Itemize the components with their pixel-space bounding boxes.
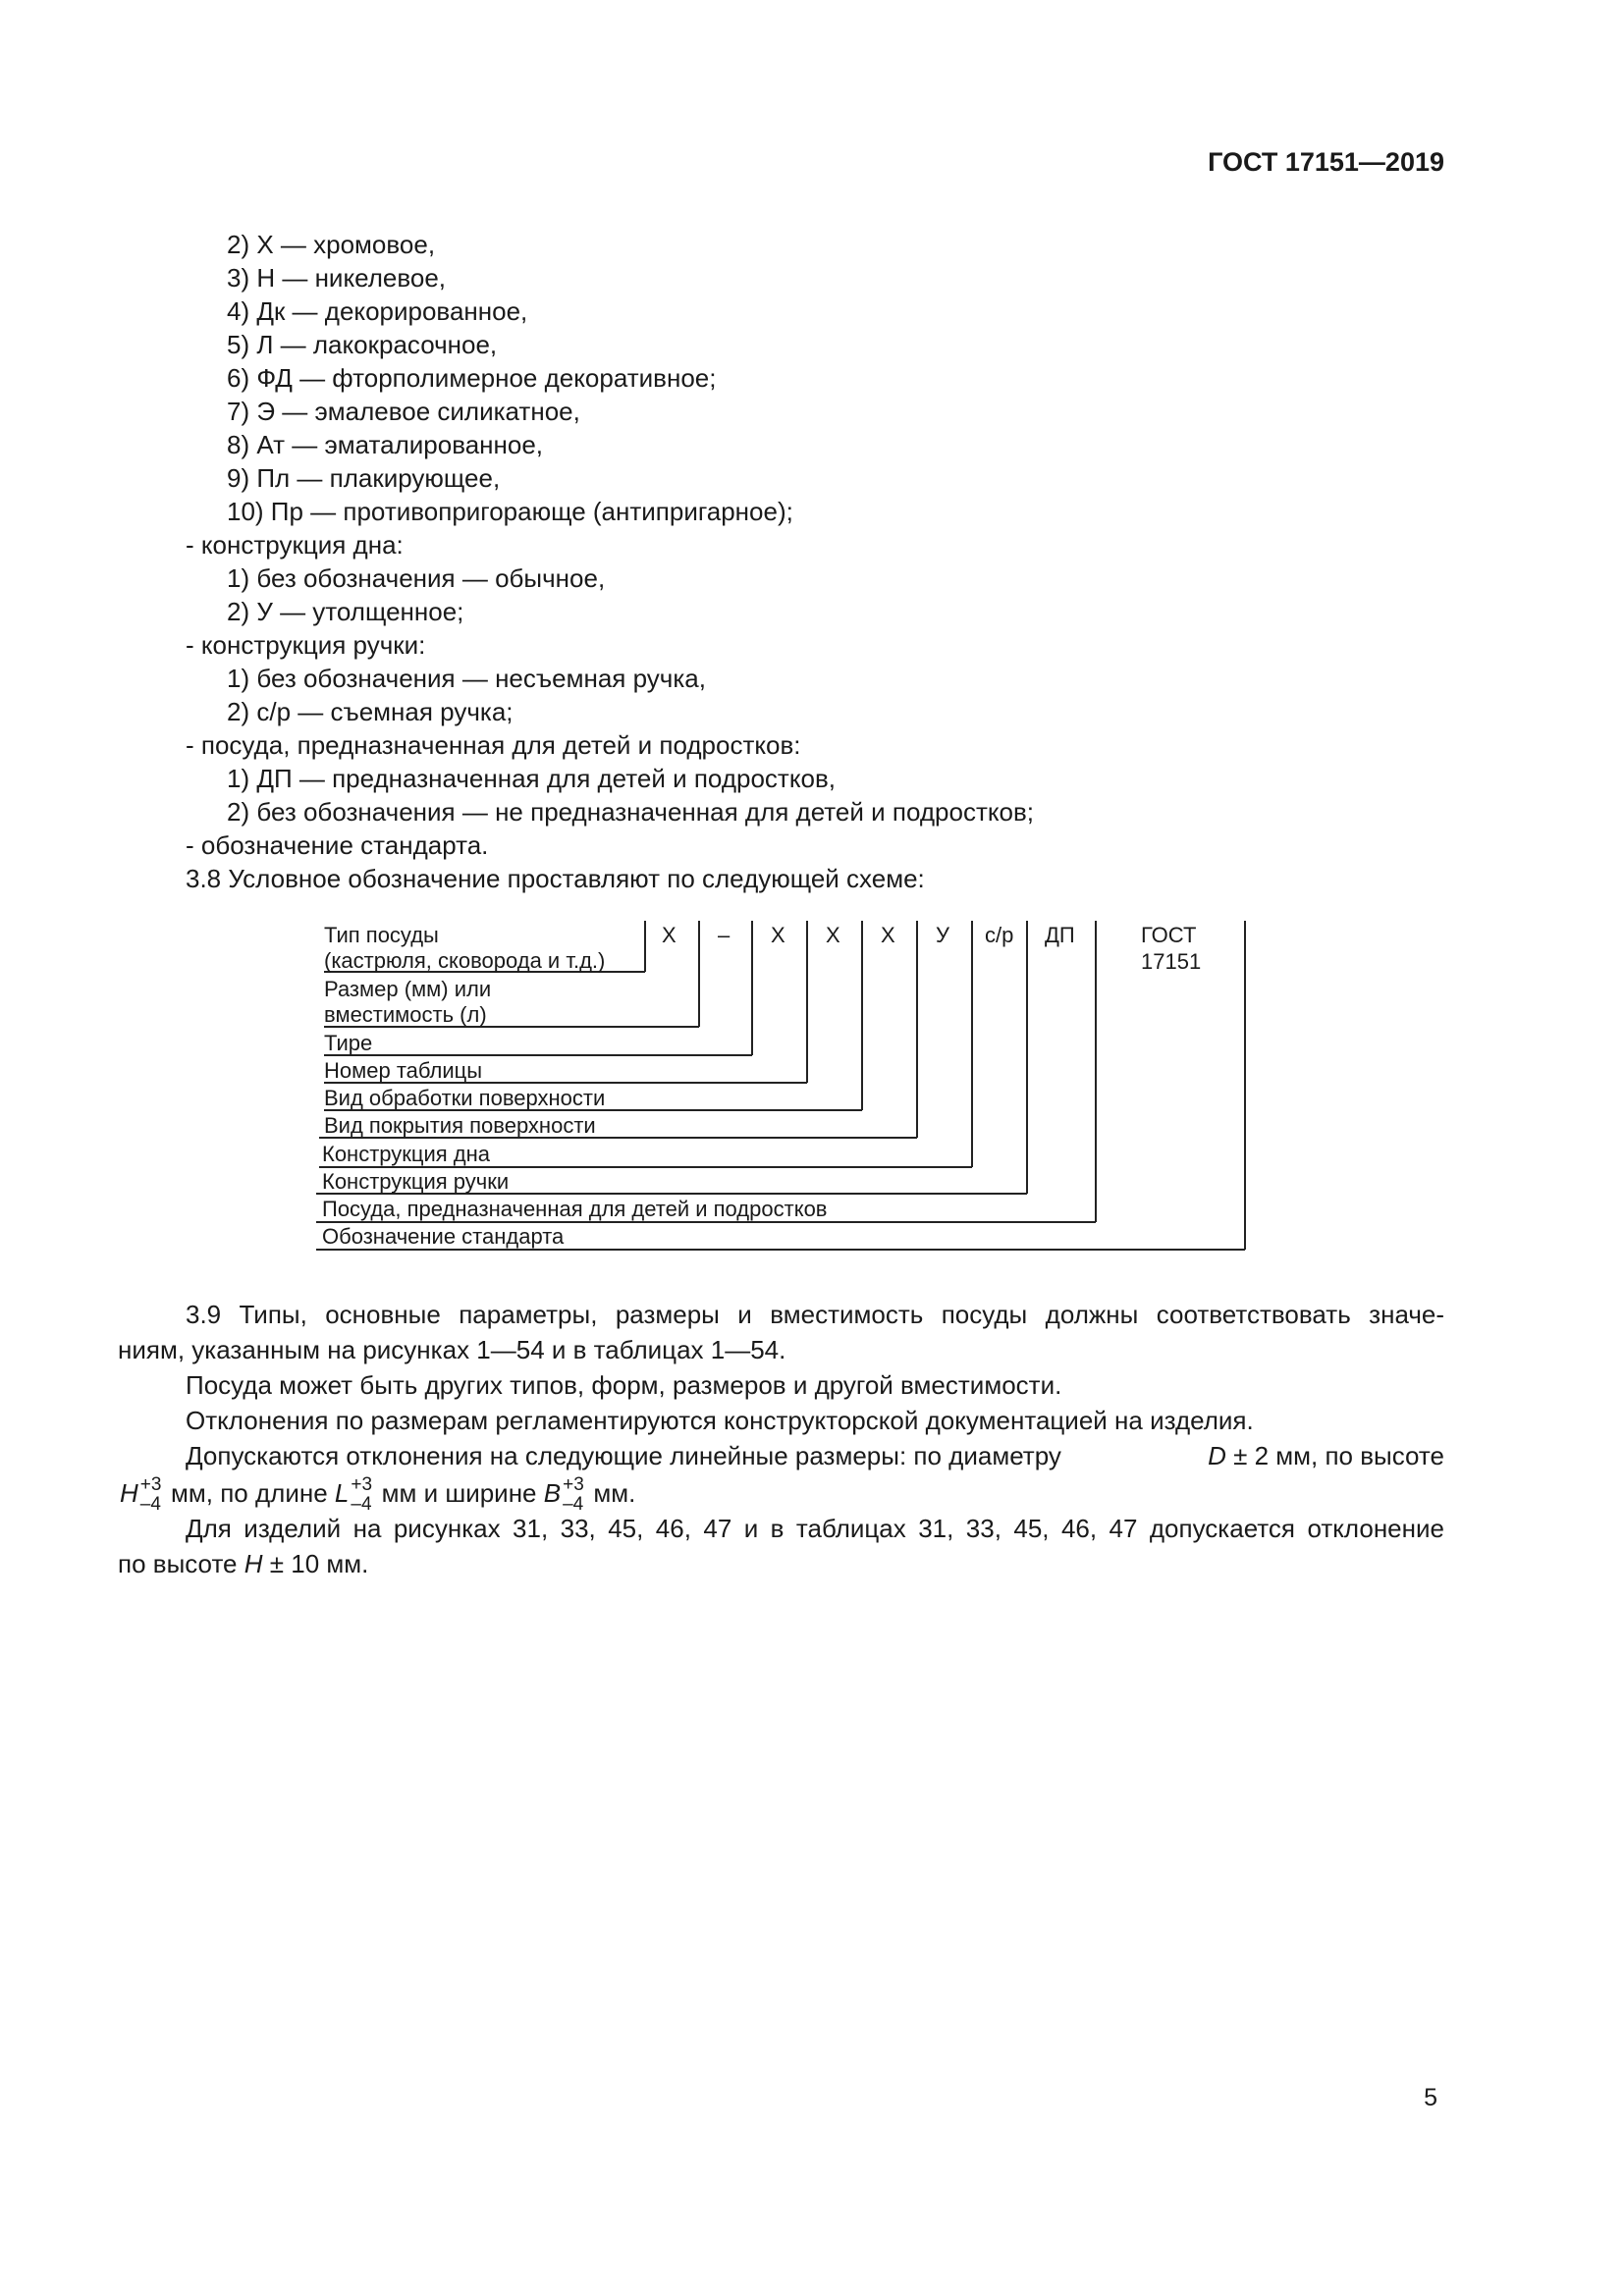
section-title-children: - посуда, предназначенная для детей и подростков:	[186, 730, 801, 760]
list-item: 4) Дк — декорированное,	[227, 296, 528, 326]
height-tolerance	[138, 1474, 164, 1515]
height-symbol: H	[120, 1478, 138, 1508]
height-rest: мм, по длине	[171, 1478, 328, 1508]
section-title-bottom: - конструкция дна:	[186, 530, 404, 560]
tol-upper: +3	[563, 1474, 584, 1495]
standard-item: - обозначение стандарта.	[186, 830, 489, 860]
length-tolerance	[349, 1474, 374, 1515]
scheme-label: Тип посуды	[324, 923, 439, 947]
tol-upper: +3	[139, 1474, 162, 1495]
width-tolerance	[561, 1474, 586, 1515]
scheme-label: Номер таблицы	[324, 1058, 483, 1083]
paragraph-line	[118, 1547, 368, 1580]
height-symbol: H	[244, 1549, 263, 1578]
list-item: 3) Н — никелевое,	[227, 263, 447, 293]
scheme-label: Обозначение стандарта	[322, 1224, 565, 1249]
list-item: 1) без обозначения — обычное,	[227, 563, 606, 593]
page-number: 5	[1424, 2084, 1437, 2111]
list-item: 7) Э — эмалевое силикатное,	[227, 397, 580, 426]
tolerance-line-2	[120, 1474, 636, 1515]
scheme-label: Вид обработки поверхности	[324, 1086, 606, 1110]
scheme-code: Х	[771, 923, 785, 947]
width-symbol: B	[543, 1478, 562, 1508]
scheme-code: Х	[881, 923, 895, 947]
tolerance-line	[186, 1439, 1444, 1472]
paragraph-3-9-line: ниям, указанным на рисунках 1—54 и в таблицах 1—54.	[118, 1335, 786, 1364]
text: ± 10 мм.	[269, 1549, 369, 1578]
width-rest: мм.	[593, 1478, 636, 1508]
tol-lower: –4	[139, 1494, 161, 1515]
scheme-label: Размер (мм) или	[324, 977, 492, 1001]
section-title-handle: - конструкция ручки:	[186, 630, 426, 660]
diameter-symbol: D	[1208, 1441, 1226, 1470]
scheme-label: Посуда, предназначенная для детей и подростков	[322, 1197, 828, 1221]
document-id: ГОСТ 17151—2019	[1208, 147, 1444, 177]
list-item: 1) ДП — предназначенная для детей и подростков,	[227, 764, 836, 793]
scheme-label: Тире	[324, 1031, 373, 1055]
list-item: 10) Пр — противопригорающе (антипригарное);	[227, 497, 793, 526]
paragraph-3-8: 3.8 Условное обозначение проставляют по следующей схеме:	[186, 864, 925, 893]
scheme-code: Х	[662, 923, 677, 947]
scheme-code: ДП	[1045, 923, 1075, 947]
paragraph-line: Отклонения по размерам регламентируются конструкторской документацией на изделия.	[186, 1406, 1254, 1435]
list-item: 1) без обозначения — несъемная ручка,	[227, 664, 706, 693]
tol-lower: –4	[351, 1494, 372, 1515]
scheme-code: Х	[826, 923, 840, 947]
scheme-label: (кастрюля, сковорода и т.д.)	[324, 948, 606, 973]
scheme-gost: ГОСТ	[1141, 923, 1197, 947]
scheme-code: с/р	[985, 923, 1014, 947]
paragraph-line: Посуда может быть других типов, форм, размеров и другой вместимости.	[186, 1370, 1062, 1400]
list-item: 5) Л — лакокрасочное,	[227, 330, 498, 359]
diameter-tolerance-text: ± 2 мм, по высоте	[1233, 1441, 1444, 1470]
diameter-tolerance	[1208, 1439, 1444, 1472]
list-item: 2) Х — хромовое,	[227, 230, 436, 259]
length-rest: мм и ширине	[381, 1478, 537, 1508]
paragraph-3-9-line: 3.9 Типы, основные параметры, размеры и вместимость посуды должны соответствовать значе-	[186, 1300, 1444, 1329]
scheme-code: У	[936, 923, 949, 947]
scheme-code: –	[718, 923, 731, 947]
text: по высоте	[118, 1549, 238, 1578]
scheme-gost-number: 17151	[1141, 949, 1202, 974]
tolerance-intro: Допускаются отклонения на следующие линейные размеры: по диаметру	[186, 1441, 1061, 1470]
scheme-label: Конструкция ручки	[322, 1169, 510, 1194]
scheme-label: Вид покрытия поверхности	[324, 1113, 596, 1138]
list-item: 2) У — утолщенное;	[227, 597, 464, 626]
paragraph-line: Для изделий на рисунках 31, 33, 45, 46, 47 и в таблицах 31, 33, 45, 46, 47 допускается отклонение	[186, 1514, 1444, 1543]
length-symbol: L	[334, 1478, 350, 1508]
scheme-label: Конструкция дна	[322, 1142, 491, 1166]
list-item: 2) без обозначения — не предназначенная для детей и подростков;	[227, 797, 1035, 827]
list-item: 2) с/р — съемная ручка;	[227, 697, 514, 726]
list-item: 8) Ат — эматалированное,	[227, 430, 544, 459]
scheme-label: вместимость (л)	[324, 1002, 487, 1027]
list-item: 6) ФД — фторполимерное декоративное;	[227, 363, 717, 393]
tol-lower: –4	[563, 1494, 584, 1515]
list-item: 9) Пл — плакирующее,	[227, 463, 501, 493]
tol-upper: +3	[351, 1474, 373, 1495]
